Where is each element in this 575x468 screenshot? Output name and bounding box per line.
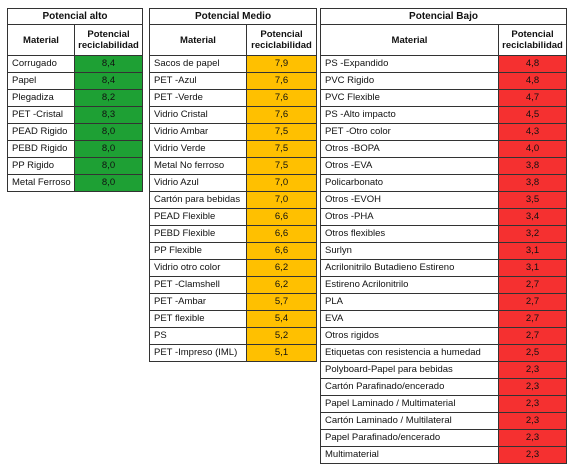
table-row [150, 294, 317, 311]
table-row [321, 396, 567, 413]
table-row [150, 311, 317, 328]
table-row [321, 107, 567, 124]
potencial-value-cell: 3,8 [499, 158, 567, 175]
table-row [8, 90, 143, 107]
material-cell: Papel Parafinado/encerado [321, 430, 499, 447]
table-potencial-medio [149, 8, 317, 362]
potencial-value-cell: 7,5 [247, 124, 317, 141]
material-cell: Etiquetas con resistencia a humedad [321, 345, 499, 362]
material-cell: PEBD Flexible [150, 226, 247, 243]
table-row [321, 379, 567, 396]
table-row [150, 107, 317, 124]
material-cell: Vidrio Ambar [150, 124, 247, 141]
material-cell: PS [150, 328, 247, 345]
table-row [321, 294, 567, 311]
material-cell: PET -Azul [150, 73, 247, 90]
potencial-value-cell: 8,2 [75, 90, 143, 107]
potencial-value-cell: 5,2 [247, 328, 317, 345]
material-cell: Metal No ferroso [150, 158, 247, 175]
table-row [321, 192, 567, 209]
potencial-value-cell: 5,4 [247, 311, 317, 328]
table-row [321, 447, 567, 464]
potencial-value-cell: 7,0 [247, 175, 317, 192]
potencial-value-cell: 8,3 [75, 107, 143, 124]
potencial-value-cell: 7,0 [247, 192, 317, 209]
table-potencial-alto [7, 8, 143, 192]
table-row [321, 311, 567, 328]
material-cell: Multimaterial [321, 447, 499, 464]
table-row [321, 158, 567, 175]
potencial-value-cell: 8,0 [75, 141, 143, 158]
material-cell: Otros flexibles [321, 226, 499, 243]
column-header-material: Material [150, 25, 247, 56]
column-header-potencial: Potencial reciclabilidad [247, 25, 317, 56]
table-row [321, 345, 567, 362]
potencial-value-cell: 6,2 [247, 260, 317, 277]
material-cell: PET -Otro color [321, 124, 499, 141]
material-cell: PEAD Flexible [150, 209, 247, 226]
potencial-value-cell: 3,1 [499, 260, 567, 277]
table-row [150, 56, 317, 73]
table-row [8, 175, 143, 192]
table-row [321, 124, 567, 141]
potencial-value-cell: 2,3 [499, 362, 567, 379]
potencial-value-cell: 4,8 [499, 56, 567, 73]
material-cell: Cartón Laminado / Multilateral [321, 413, 499, 430]
potencial-value-cell: 3,2 [499, 226, 567, 243]
potencial-value-cell: 4,0 [499, 141, 567, 158]
table-row [8, 124, 143, 141]
material-cell: Otros -EVOH [321, 192, 499, 209]
material-cell: Vidrio Verde [150, 141, 247, 158]
potencial-value-cell: 3,8 [499, 175, 567, 192]
table-row [321, 209, 567, 226]
material-cell: Papel Laminado / Multimaterial [321, 396, 499, 413]
material-cell: PET flexible [150, 311, 247, 328]
table-title: Potencial Bajo [321, 9, 567, 25]
table-row [150, 175, 317, 192]
material-cell: Surlyn [321, 243, 499, 260]
table-row [321, 243, 567, 260]
material-cell: PET -Verde [150, 90, 247, 107]
table-row [150, 158, 317, 175]
potencial-value-cell: 7,5 [247, 141, 317, 158]
potencial-value-cell: 3,5 [499, 192, 567, 209]
material-cell: Estireno Acrilonitrilo [321, 277, 499, 294]
table-row [321, 175, 567, 192]
material-cell: PET -Clamshell [150, 277, 247, 294]
table-row [321, 430, 567, 447]
potencial-value-cell: 3,4 [499, 209, 567, 226]
table-row [321, 226, 567, 243]
material-cell: Metal Ferroso [8, 175, 75, 192]
table-row [150, 243, 317, 260]
table-row [321, 90, 567, 107]
table-title: Potencial Medio [150, 9, 317, 25]
material-cell: Vidrio Cristal [150, 107, 247, 124]
column-header-potencial: Potencial reciclabilidad [75, 25, 143, 56]
potencial-value-cell: 7,9 [247, 56, 317, 73]
potencial-value-cell: 6,6 [247, 209, 317, 226]
potencial-value-cell: 4,8 [499, 73, 567, 90]
material-cell: PET -Cristal [8, 107, 75, 124]
material-cell: PET -Ambar [150, 294, 247, 311]
potencial-value-cell: 2,3 [499, 430, 567, 447]
material-cell: Corrugado [8, 56, 75, 73]
table-potencial-bajo [320, 8, 567, 464]
table-row [321, 73, 567, 90]
potencial-value-cell: 2,3 [499, 396, 567, 413]
potencial-value-cell: 4,7 [499, 90, 567, 107]
column-header-material: Material [8, 25, 75, 56]
potencial-value-cell: 2,3 [499, 447, 567, 464]
column-header-material: Material [321, 25, 499, 56]
material-cell: Vidrio otro color [150, 260, 247, 277]
table-row [321, 56, 567, 73]
potencial-value-cell: 7,6 [247, 73, 317, 90]
potencial-value-cell: 3,1 [499, 243, 567, 260]
material-cell: PEBD Rigido [8, 141, 75, 158]
potencial-value-cell: 8,0 [75, 175, 143, 192]
potencial-value-cell: 6,2 [247, 277, 317, 294]
potencial-value-cell: 8,4 [75, 73, 143, 90]
table-row [150, 192, 317, 209]
material-cell: Sacos de papel [150, 56, 247, 73]
potencial-value-cell: 2,5 [499, 345, 567, 362]
table-row [150, 73, 317, 90]
material-cell: PVC Rigido [321, 73, 499, 90]
potencial-value-cell: 2,3 [499, 379, 567, 396]
table-row [150, 345, 317, 362]
material-cell: Papel [8, 73, 75, 90]
potencial-value-cell: 2,7 [499, 328, 567, 345]
potencial-value-cell: 6,6 [247, 243, 317, 260]
potencial-value-cell: 8,0 [75, 158, 143, 175]
potencial-value-cell: 8,0 [75, 124, 143, 141]
material-cell: PET -Impreso (IML) [150, 345, 247, 362]
table-row [8, 141, 143, 158]
material-cell: PP Flexible [150, 243, 247, 260]
table-row [8, 107, 143, 124]
table-row [321, 141, 567, 158]
potencial-value-cell: 5,7 [247, 294, 317, 311]
material-cell: Vidrio Azul [150, 175, 247, 192]
table-row [150, 260, 317, 277]
material-cell: Otros -PHA [321, 209, 499, 226]
material-cell: EVA [321, 311, 499, 328]
table-row [150, 124, 317, 141]
potencial-value-cell: 4,5 [499, 107, 567, 124]
potencial-value-cell: 7,5 [247, 158, 317, 175]
material-cell: PEAD Rigido [8, 124, 75, 141]
material-cell: Cartón Parafinado/encerado [321, 379, 499, 396]
table-row [150, 90, 317, 107]
material-cell: PVC Flexible [321, 90, 499, 107]
potencial-value-cell: 2,7 [499, 294, 567, 311]
table-row [8, 158, 143, 175]
potencial-value-cell: 6,6 [247, 226, 317, 243]
material-cell: Plegadiza [8, 90, 75, 107]
table-title: Potencial alto [8, 9, 143, 25]
material-cell: PP Rigido [8, 158, 75, 175]
table-row [321, 413, 567, 430]
material-cell: Acrilonitrilo Butadieno Estireno [321, 260, 499, 277]
column-header-potencial: Potencial reciclabilidad [499, 25, 567, 56]
material-cell: PS -Expandido [321, 56, 499, 73]
table-row [321, 362, 567, 379]
table-row [321, 328, 567, 345]
material-cell: Polyboard-Papel para bebidas [321, 362, 499, 379]
table-row [150, 209, 317, 226]
material-cell: PS -Alto impacto [321, 107, 499, 124]
table-row [321, 260, 567, 277]
potencial-value-cell: 8,4 [75, 56, 143, 73]
table-row [150, 141, 317, 158]
potencial-value-cell: 7,6 [247, 90, 317, 107]
material-cell: Cartón para bebidas [150, 192, 247, 209]
potencial-value-cell: 7,6 [247, 107, 317, 124]
potencial-value-cell: 5,1 [247, 345, 317, 362]
table-row [321, 277, 567, 294]
material-cell: Otros rigidos [321, 328, 499, 345]
material-cell: Policarbonato [321, 175, 499, 192]
table-row [150, 277, 317, 294]
potencial-value-cell: 2,7 [499, 277, 567, 294]
table-row [8, 56, 143, 73]
table-row [8, 73, 143, 90]
table-row [150, 226, 317, 243]
table-row [150, 328, 317, 345]
material-cell: Otros -EVA [321, 158, 499, 175]
potencial-value-cell: 4,3 [499, 124, 567, 141]
potencial-value-cell: 2,3 [499, 413, 567, 430]
potencial-value-cell: 2,7 [499, 311, 567, 328]
material-cell: Otros -BOPA [321, 141, 499, 158]
material-cell: PLA [321, 294, 499, 311]
